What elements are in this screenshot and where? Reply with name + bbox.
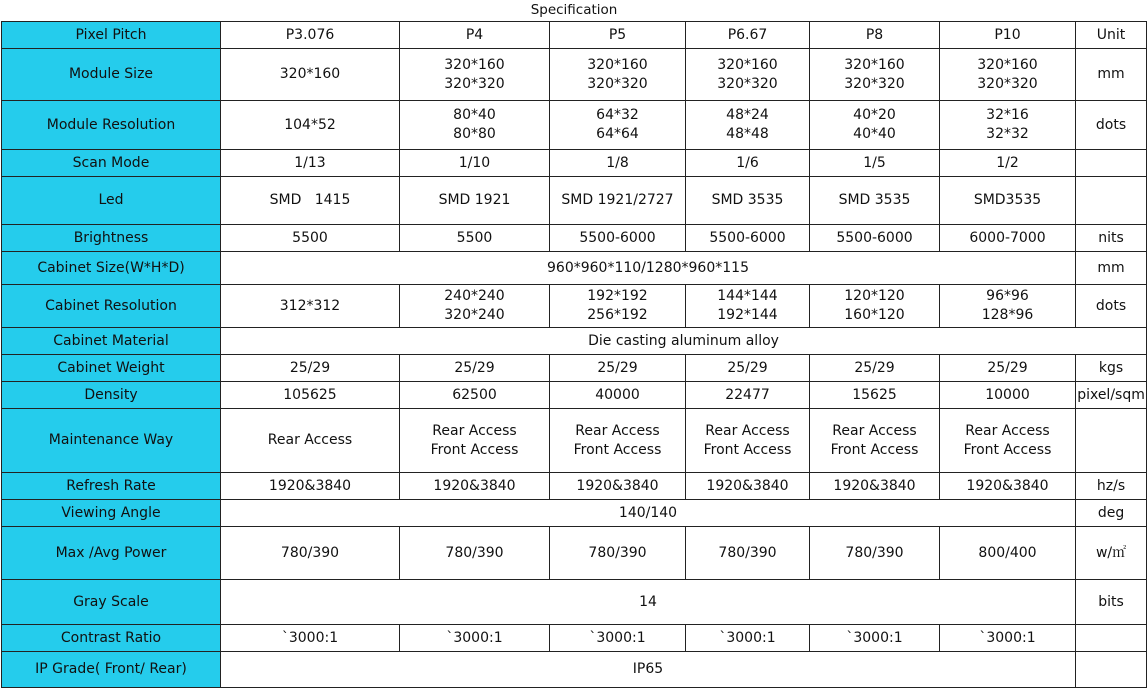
unit-cell: nits	[1076, 225, 1147, 252]
value-cell	[550, 409, 686, 473]
cell-line: 6000-7000	[969, 229, 1046, 246]
unit-cell	[1076, 625, 1147, 652]
value-cell	[940, 473, 1076, 500]
row-label: Cabinet Size(W*H*D)	[2, 252, 221, 285]
cell-line: Rear Access	[965, 422, 1050, 439]
row-label: Viewing Angle	[2, 500, 221, 527]
cell-line: 1920&3840	[706, 477, 789, 494]
value-cell	[686, 382, 810, 409]
cell-line: 320*160	[844, 56, 905, 73]
row-label: Scan Mode	[2, 150, 221, 177]
cell-line: 780/390	[718, 544, 777, 561]
cell-line: SMD 1921	[438, 192, 511, 208]
cell-line: 780/390	[845, 544, 904, 561]
cell-line: 320*240	[444, 307, 505, 323]
value-cell	[810, 473, 940, 500]
unit-cell	[1076, 150, 1147, 177]
cell-line: Rear Access	[575, 422, 660, 439]
cell-line: 25/29	[854, 359, 895, 376]
cell-line: 780/390	[280, 544, 340, 561]
cell-line: 25/29	[727, 359, 768, 376]
cell-line: Front Access	[573, 441, 662, 458]
cell-line: 780/390	[588, 544, 647, 561]
cell-line: 48*48	[726, 126, 769, 142]
cell-line: 25/29	[987, 359, 1028, 376]
cell-line: 32*32	[986, 126, 1029, 142]
value-cell	[940, 177, 1076, 225]
cell-line: 320*320	[844, 75, 905, 92]
cell-line: Front Access	[963, 441, 1052, 458]
cell-line: 800/400	[978, 544, 1037, 561]
cell-line: 104*52	[284, 116, 336, 133]
merged-value-cell: 14	[221, 580, 1076, 625]
value-cell	[810, 527, 940, 580]
value-cell	[400, 177, 550, 225]
table-row	[2, 580, 1147, 625]
value-cell	[940, 49, 1076, 101]
unit-cell: mm	[1076, 49, 1147, 101]
value-cell	[686, 177, 810, 225]
value-cell	[686, 101, 810, 150]
value-cell	[221, 382, 400, 409]
cell-line: 1/10	[458, 154, 491, 171]
model-header: P10	[940, 22, 1076, 49]
value-cell	[400, 225, 550, 252]
table-row	[2, 652, 1147, 688]
merged-value-cell: IP65	[221, 652, 1076, 688]
cell-line: 320*320	[444, 75, 505, 92]
value-cell	[221, 285, 400, 328]
value-cell	[940, 101, 1076, 150]
table-row	[2, 177, 1147, 225]
cell-line: 320*160	[587, 56, 648, 73]
cell-line: 192*192	[587, 288, 648, 304]
row-label: Refresh Rate	[2, 473, 221, 500]
row-label: Cabinet Weight	[2, 355, 221, 382]
cell-line: 320*320	[977, 75, 1038, 92]
table-row	[2, 101, 1147, 150]
row-label: Led	[2, 177, 221, 225]
cell-line: 48*24	[726, 107, 769, 123]
cell-line: 1/6	[736, 154, 759, 171]
cell-line: `3000:1	[719, 629, 776, 646]
value-cell	[550, 285, 686, 328]
cell-line: Rear Access	[432, 422, 517, 439]
cell-line: 15625	[852, 386, 897, 403]
table-row	[2, 285, 1147, 328]
value-cell	[400, 355, 550, 382]
model-header: P3.076	[221, 22, 400, 49]
table-row	[2, 328, 1147, 355]
value-cell	[686, 150, 810, 177]
table-row	[2, 382, 1147, 409]
model-header: P8	[810, 22, 940, 49]
merged-value-cell: Die casting aluminum alloy	[221, 328, 1147, 355]
cell-line: `3000:1	[846, 629, 903, 646]
row-label: Cabinet Resolution	[2, 285, 221, 328]
cell-line: 5500-6000	[579, 229, 656, 246]
cell-line: Rear Access	[267, 432, 353, 448]
cell-line: 320*160	[444, 56, 505, 73]
cell-line: 80*40	[453, 107, 496, 123]
value-cell	[221, 150, 400, 177]
cell-line: 1920&3840	[833, 477, 916, 494]
cell-line: 5500-6000	[836, 229, 913, 246]
cell-line: 5500-6000	[709, 229, 786, 246]
value-cell	[940, 409, 1076, 473]
row-label: Cabinet Material	[2, 328, 221, 355]
row-label: Max /Avg Power	[2, 527, 221, 580]
value-cell	[550, 150, 686, 177]
cell-line: `3000:1	[446, 629, 503, 646]
value-cell	[550, 527, 686, 580]
value-cell	[810, 225, 940, 252]
value-cell	[940, 382, 1076, 409]
cell-line: SMD 1415	[269, 192, 351, 208]
value-cell	[221, 225, 400, 252]
cell-line: 312*312	[279, 297, 341, 314]
cell-line: Rear Access	[705, 422, 790, 439]
cell-line: Front Access	[830, 441, 919, 458]
value-cell	[400, 101, 550, 150]
cell-line: 22477	[725, 386, 770, 403]
unit-cell: dots	[1076, 285, 1147, 328]
value-cell	[400, 49, 550, 101]
row-label: Gray Scale	[2, 580, 221, 625]
unit-cell	[1076, 409, 1147, 473]
unit-cell: kgs	[1076, 355, 1147, 382]
cell-line: 320*160	[717, 56, 778, 73]
cell-line: `3000:1	[281, 629, 339, 646]
cell-line: 144*144	[717, 288, 778, 304]
model-header: P5	[550, 22, 686, 49]
value-cell	[686, 473, 810, 500]
value-cell	[686, 625, 810, 652]
cell-line: SMD 3535	[838, 192, 911, 208]
cell-line: `3000:1	[979, 629, 1036, 646]
cell-line: 10000	[985, 386, 1030, 403]
row-label: Maintenance Way	[2, 409, 221, 473]
cell-line: 320*160	[977, 56, 1038, 73]
cell-line: 40000	[595, 386, 640, 403]
value-cell	[810, 177, 940, 225]
cell-line: 1/2	[996, 154, 1019, 171]
merged-value-cell: 140/140	[221, 500, 1076, 527]
cell-line: 62500	[452, 386, 497, 403]
value-cell	[400, 527, 550, 580]
table-title: Specification	[530, 2, 618, 18]
value-cell	[221, 527, 400, 580]
value-cell	[686, 355, 810, 382]
cell-line: SMD 1921/2727	[561, 192, 674, 208]
value-cell	[686, 49, 810, 101]
value-cell	[940, 355, 1076, 382]
cell-line: `3000:1	[589, 629, 646, 646]
value-cell	[686, 225, 810, 252]
value-cell	[686, 409, 810, 473]
cell-line: 5500	[456, 229, 493, 246]
header-row	[2, 22, 1147, 49]
cell-line: 192*144	[717, 307, 778, 323]
value-cell	[221, 355, 400, 382]
value-cell	[221, 473, 400, 500]
cell-line: Rear Access	[832, 422, 917, 439]
row-label: IP Grade( Front/ Rear)	[2, 652, 221, 688]
cell-line: 1920&3840	[576, 477, 659, 494]
value-cell	[221, 101, 400, 150]
specification-table	[1, 0, 1147, 688]
row-label: Module Resolution	[2, 101, 221, 150]
value-cell	[550, 473, 686, 500]
cell-line: 780/390	[445, 544, 504, 561]
row-label: Density	[2, 382, 221, 409]
table-row	[2, 150, 1147, 177]
unit-cell: deg	[1076, 500, 1147, 527]
value-cell	[400, 625, 550, 652]
cell-line: 25/29	[597, 359, 638, 376]
unit-cell	[1076, 177, 1147, 225]
value-cell	[550, 355, 686, 382]
value-cell	[686, 285, 810, 328]
cell-line: 160*120	[844, 307, 905, 323]
model-header: P6.67	[686, 22, 810, 49]
cell-line: SMD 3535	[711, 192, 784, 208]
pixel-pitch-header: Pixel Pitch	[2, 22, 221, 49]
cell-line: 128*96	[981, 307, 1034, 323]
merged-value-cell: 960*960*110/1280*960*115	[221, 252, 1076, 285]
value-cell	[810, 49, 940, 101]
cell-line: 5500	[292, 229, 328, 246]
unit-cell	[1076, 652, 1147, 688]
row-label: Brightness	[2, 225, 221, 252]
cell-line: 120*120	[844, 288, 905, 304]
value-cell	[400, 382, 550, 409]
value-cell	[810, 285, 940, 328]
table-row	[2, 355, 1147, 382]
value-cell	[221, 49, 400, 101]
cell-line: Front Access	[703, 441, 792, 458]
value-cell	[550, 177, 686, 225]
cell-line: 25/29	[289, 359, 331, 376]
value-cell	[810, 355, 940, 382]
cell-line: 1/13	[294, 154, 326, 171]
table-row	[2, 625, 1147, 652]
table-row	[2, 49, 1147, 101]
cell-line: 1920&3840	[268, 477, 352, 494]
value-cell	[940, 625, 1076, 652]
value-cell	[400, 473, 550, 500]
value-cell	[810, 409, 940, 473]
cell-line: 320*160	[279, 66, 341, 82]
cell-line: 40*40	[853, 126, 896, 142]
value-cell	[550, 49, 686, 101]
row-label: Module Size	[2, 49, 221, 101]
cell-line: 64*64	[596, 126, 639, 142]
value-cell	[686, 527, 810, 580]
cell-line: 1/8	[606, 154, 629, 171]
value-cell	[221, 177, 400, 225]
unit-cell: hz/s	[1076, 473, 1147, 500]
value-cell	[400, 285, 550, 328]
value-cell	[400, 150, 550, 177]
table-row	[2, 500, 1147, 527]
cell-line: 80*80	[453, 126, 496, 142]
table-row	[2, 252, 1147, 285]
value-cell	[550, 625, 686, 652]
value-cell	[940, 527, 1076, 580]
value-cell	[810, 625, 940, 652]
value-cell	[940, 285, 1076, 328]
table-row	[2, 225, 1147, 252]
cell-line: 320*320	[587, 75, 648, 92]
value-cell	[400, 409, 550, 473]
cell-line: 96*96	[986, 288, 1029, 304]
unit-cell: mm	[1076, 252, 1147, 285]
value-cell	[550, 382, 686, 409]
unit-cell: w/㎡	[1076, 527, 1147, 580]
value-cell	[810, 101, 940, 150]
cell-line: 256*192	[587, 307, 648, 323]
unit-cell: dots	[1076, 101, 1147, 150]
model-header: P4	[400, 22, 550, 49]
unit-cell: bits	[1076, 580, 1147, 625]
value-cell	[940, 225, 1076, 252]
cell-line: 64*32	[596, 107, 639, 123]
value-cell	[810, 150, 940, 177]
cell-line: 25/29	[454, 359, 495, 376]
value-cell	[550, 225, 686, 252]
cell-line: SMD3535	[973, 192, 1042, 208]
cell-line: 1/5	[863, 154, 886, 171]
value-cell	[940, 150, 1076, 177]
unit-cell: pixel/sqm	[1076, 382, 1147, 409]
cell-line: 1920&3840	[433, 477, 516, 494]
table-row	[2, 409, 1147, 473]
row-label: Contrast Ratio	[2, 625, 221, 652]
value-cell	[221, 409, 400, 473]
cell-line: Front Access	[430, 441, 519, 458]
cell-line: 320*320	[717, 75, 778, 92]
table-row	[2, 527, 1147, 580]
unit-header: Unit	[1076, 22, 1147, 49]
cell-line: 1920&3840	[966, 477, 1049, 494]
value-cell	[221, 625, 400, 652]
value-cell	[550, 101, 686, 150]
table-row	[2, 473, 1147, 500]
cell-line: 240*240	[444, 288, 505, 304]
value-cell	[810, 382, 940, 409]
cell-line: 40*20	[853, 107, 896, 123]
cell-line: 32*16	[986, 107, 1029, 123]
cell-line: 105625	[283, 386, 337, 403]
